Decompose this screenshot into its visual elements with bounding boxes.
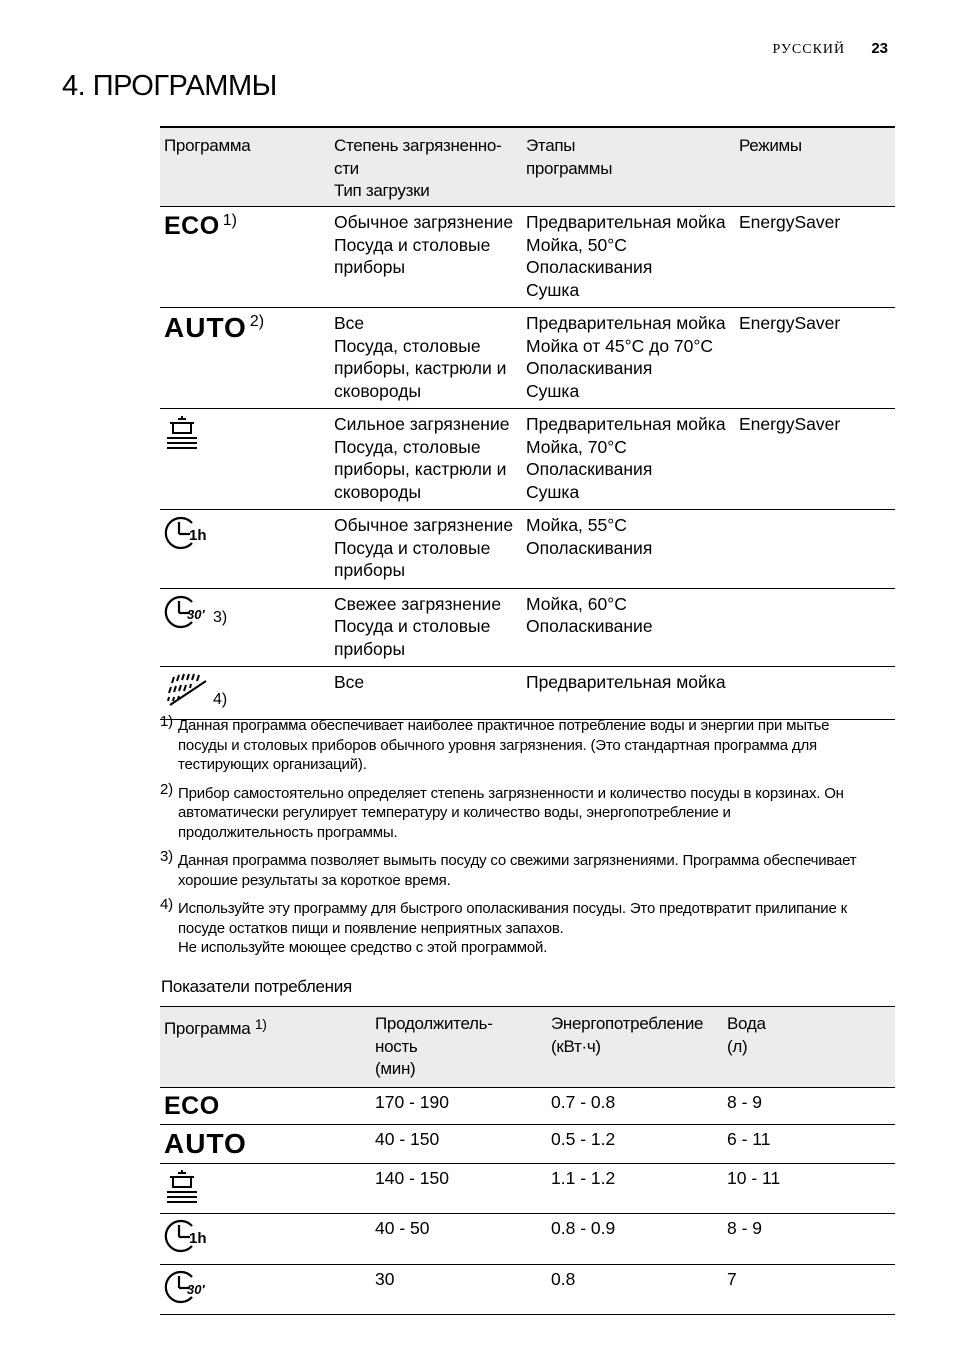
soil-line: приборы, кастрюли и [334, 459, 507, 479]
modes-cell [735, 667, 895, 720]
energy-cell: 0.5 - 1.2 [551, 1128, 616, 1149]
footnote-text [178, 716, 895, 775]
soil-line: Обычное загрязнение [334, 515, 514, 535]
phase-line: Сушка [526, 481, 580, 502]
header-energy-line2: (кВт·ч) [551, 1036, 601, 1056]
phase-line: Предварительная мойка [526, 212, 726, 232]
footnote-line: Данная программа позволяет вымыть посуду со свежими загрязнениями. Программа обеспечивает [178, 852, 857, 869]
table-row [160, 1214, 895, 1265]
footnote-mark: 4) [160, 896, 173, 913]
program-cell [160, 510, 330, 589]
phase-line: Мойка, 60°C [526, 593, 627, 614]
soil-line: Посуда и столовые [334, 616, 491, 636]
phase-line: Ополаскивания [526, 358, 653, 378]
program-cell [160, 588, 330, 667]
program-cell [160, 409, 330, 510]
phase-line: Предварительная мойка [526, 414, 726, 434]
soil-line: Сильное загрязнение [334, 414, 510, 434]
modes-cell [735, 510, 895, 589]
soil-line: Обычное загрязнение [334, 212, 514, 232]
soil-line: сковороды [334, 380, 422, 401]
header-duration-line1: Продолжитель- [375, 1014, 493, 1033]
duration-cell: 140 - 150 [375, 1167, 449, 1188]
duration-cell: 170 - 190 [375, 1091, 449, 1112]
phase-line: Ополаскивания [526, 257, 653, 277]
svg-text:30′: 30′ [187, 1281, 205, 1297]
svg-text:1h: 1h [189, 1230, 207, 1247]
program-cell [160, 1087, 371, 1124]
modes-cell: EnergySaver [739, 414, 841, 434]
footnote-text [178, 851, 895, 890]
energy-cell: 0.7 - 0.8 [551, 1091, 616, 1112]
footnote-text [178, 784, 895, 843]
water-cell: 8 - 9 [727, 1218, 763, 1238]
footnote-line: автоматически регулирует температуру и количество воды, энергопотребление и [178, 804, 731, 821]
soil-cell [330, 207, 522, 308]
table-row [160, 409, 895, 510]
auto-program-label: AUTO [164, 312, 247, 343]
phases-cell [522, 207, 735, 308]
footnote-text [178, 899, 895, 958]
footnotes [160, 713, 895, 967]
program-cell [160, 207, 330, 308]
intensive-pot-icon [164, 435, 200, 455]
header-duration [371, 1007, 547, 1088]
phase-line: Мойка от 45°C до 70°C [526, 335, 714, 356]
table-row [160, 588, 895, 667]
table-row [160, 1163, 895, 1214]
phases-cell [522, 308, 735, 409]
footnote-line: Прибор самостоятельно определяет степень загрязненности и количество посуды в корзинах. Он [178, 784, 844, 802]
energy-cell: 1.1 - 1.2 [551, 1167, 616, 1188]
soil-line: Посуда и столовые [334, 234, 491, 255]
energy-cell: 0.8 [551, 1268, 576, 1289]
soil-line: приборы [334, 257, 406, 277]
consumption-table [160, 1006, 895, 1315]
programs-table [160, 126, 895, 720]
soil-line: приборы, кастрюли и [334, 358, 507, 378]
phase-line: Предварительная мойка [526, 672, 726, 692]
program-cell [160, 1214, 371, 1265]
clock-30min-icon [164, 1281, 210, 1310]
table-row [160, 308, 895, 409]
phase-line: Мойка, 55°C [526, 515, 627, 535]
footnote [160, 848, 895, 890]
header-duration-line2: ность [375, 1036, 418, 1056]
phase-line: Предварительная мойка [526, 313, 726, 333]
modes-cell: EnergySaver [739, 212, 841, 232]
page-header [773, 40, 888, 58]
program-cell [160, 1264, 371, 1315]
phase-line: Мойка, 70°C [526, 436, 627, 457]
footnote-line: Данная программа обеспечивает наиболее практичное потребление воды и энергии при мытье [178, 717, 830, 734]
modes-cell [735, 588, 895, 667]
header-program [160, 1007, 371, 1088]
soil-line: Все [334, 672, 365, 692]
phase-line: Сушка [526, 279, 580, 300]
header-program-text: Программа [164, 1019, 251, 1038]
footnote-ref: 4) [213, 691, 228, 708]
water-cell: 7 [727, 1268, 737, 1289]
header-soil-line2: сти [334, 158, 359, 178]
eco-program-label: ECO [164, 1091, 220, 1120]
phase-line: Ополаскивания [526, 537, 653, 558]
footnote-ref: 3) [213, 608, 228, 626]
footnote-ref: 1) [254, 1016, 267, 1032]
footnote-line: посуде остатков пищи и появление неприятных запахов. [178, 919, 564, 937]
table-row [160, 1124, 895, 1163]
soil-cell [330, 667, 522, 720]
footnote [160, 780, 895, 843]
soil-line: приборы [334, 638, 406, 659]
header-water [723, 1007, 895, 1088]
section-title [62, 70, 277, 103]
modes-cell: EnergySaver [739, 313, 841, 333]
clock-1h-icon [164, 1230, 208, 1259]
footnote-line: Используйте эту программу для быстрого ополаскивания посуды. Это предотвратит прилипание к [178, 900, 847, 917]
intensive-pot-icon [164, 1189, 200, 1209]
soil-line: Посуда, столовые [334, 335, 481, 356]
soil-line: Все [334, 313, 365, 333]
footnote-line: Не используйте моющее средство с этой программой. [178, 939, 548, 956]
soil-line: Посуда, столовые [334, 436, 481, 457]
footnote [160, 896, 895, 958]
phases-cell [522, 409, 735, 510]
header-energy [547, 1007, 723, 1088]
footnote-mark: 1) [160, 713, 173, 730]
soil-line: приборы [334, 560, 406, 580]
header-water-line1: Вода [727, 1014, 766, 1033]
phase-line: Сушка [526, 380, 580, 401]
header-phases [522, 127, 735, 207]
header-phases-line1: Этапы [526, 136, 576, 155]
clock-30min-icon [164, 593, 210, 637]
section-number: 4. [62, 70, 86, 102]
soil-line: Посуда и столовые [334, 537, 491, 558]
phase-line: Ополаскивание [526, 616, 653, 636]
footnote-ref: 2) [249, 313, 265, 330]
footnote-line: хорошие результаты за короткое время. [178, 871, 451, 889]
header-phases-line2: программы [526, 158, 613, 178]
footnote [160, 713, 895, 775]
rinse-spray-icon [164, 671, 210, 713]
program-cell [160, 1163, 371, 1214]
program-cell [160, 667, 330, 720]
soil-line: сковороды [334, 481, 422, 502]
phases-cell [522, 588, 735, 667]
footnote-mark: 3) [160, 848, 173, 865]
duration-cell: 30 [375, 1268, 395, 1289]
section-title-text: ПРОГРАММЫ [92, 70, 277, 102]
soil-cell [330, 308, 522, 409]
footnote-line: тестирующих организаций). [178, 756, 367, 773]
soil-cell [330, 588, 522, 667]
header-water-line2: (л) [727, 1036, 748, 1056]
water-cell: 10 - 11 [727, 1167, 781, 1188]
duration-cell: 40 - 150 [375, 1128, 440, 1149]
soil-cell [330, 409, 522, 510]
auto-program-label: AUTO [164, 1127, 247, 1159]
soil-cell [330, 510, 522, 589]
program-cell [160, 308, 330, 409]
header-duration-line3: (мин) [375, 1059, 416, 1078]
phases-cell [522, 667, 735, 720]
program-cell [160, 1124, 371, 1163]
duration-cell: 40 - 50 [375, 1218, 430, 1238]
footnote-line: продолжительность программы. [178, 823, 398, 841]
table-row [160, 207, 895, 308]
footnote-ref: 1) [222, 212, 237, 229]
table-row [160, 1264, 895, 1315]
header-modes: Режимы [735, 127, 895, 207]
header-program: Программа [160, 127, 330, 207]
table-row [160, 510, 895, 589]
table-row [160, 667, 895, 720]
clock-1h-icon [164, 527, 208, 556]
phases-cell [522, 510, 735, 589]
svg-text:1h: 1h [189, 527, 207, 544]
page-number: 23 [871, 40, 888, 57]
consumption-heading: Показатели потребления [161, 977, 352, 996]
water-cell: 8 - 9 [727, 1091, 763, 1112]
programs-header-row [160, 127, 895, 207]
language-label: РУССКИЙ [772, 42, 846, 57]
phase-line: Ополаскивания [526, 459, 653, 479]
footnote-mark: 2) [160, 780, 173, 798]
consumption-header-row [160, 1007, 895, 1088]
header-soil-line3: Тип загрузки [334, 181, 430, 200]
table-row [160, 1087, 895, 1124]
water-cell: 6 - 11 [727, 1128, 771, 1149]
soil-line: Свежее загрязнение [334, 593, 502, 614]
eco-program-label: ECO [164, 212, 220, 240]
footnote-line: посуды и столовых приборов обычного уровня загрязнения. (Это стандартная программа для [178, 736, 817, 754]
svg-text:30′: 30′ [187, 606, 205, 622]
header-soil [330, 127, 522, 207]
header-soil-line1: Степень загрязненно- [334, 136, 502, 155]
energy-cell: 0.8 - 0.9 [551, 1218, 616, 1238]
header-energy-line1: Энергопотребление [551, 1014, 704, 1033]
phase-line: Мойка, 50°C [526, 234, 627, 255]
